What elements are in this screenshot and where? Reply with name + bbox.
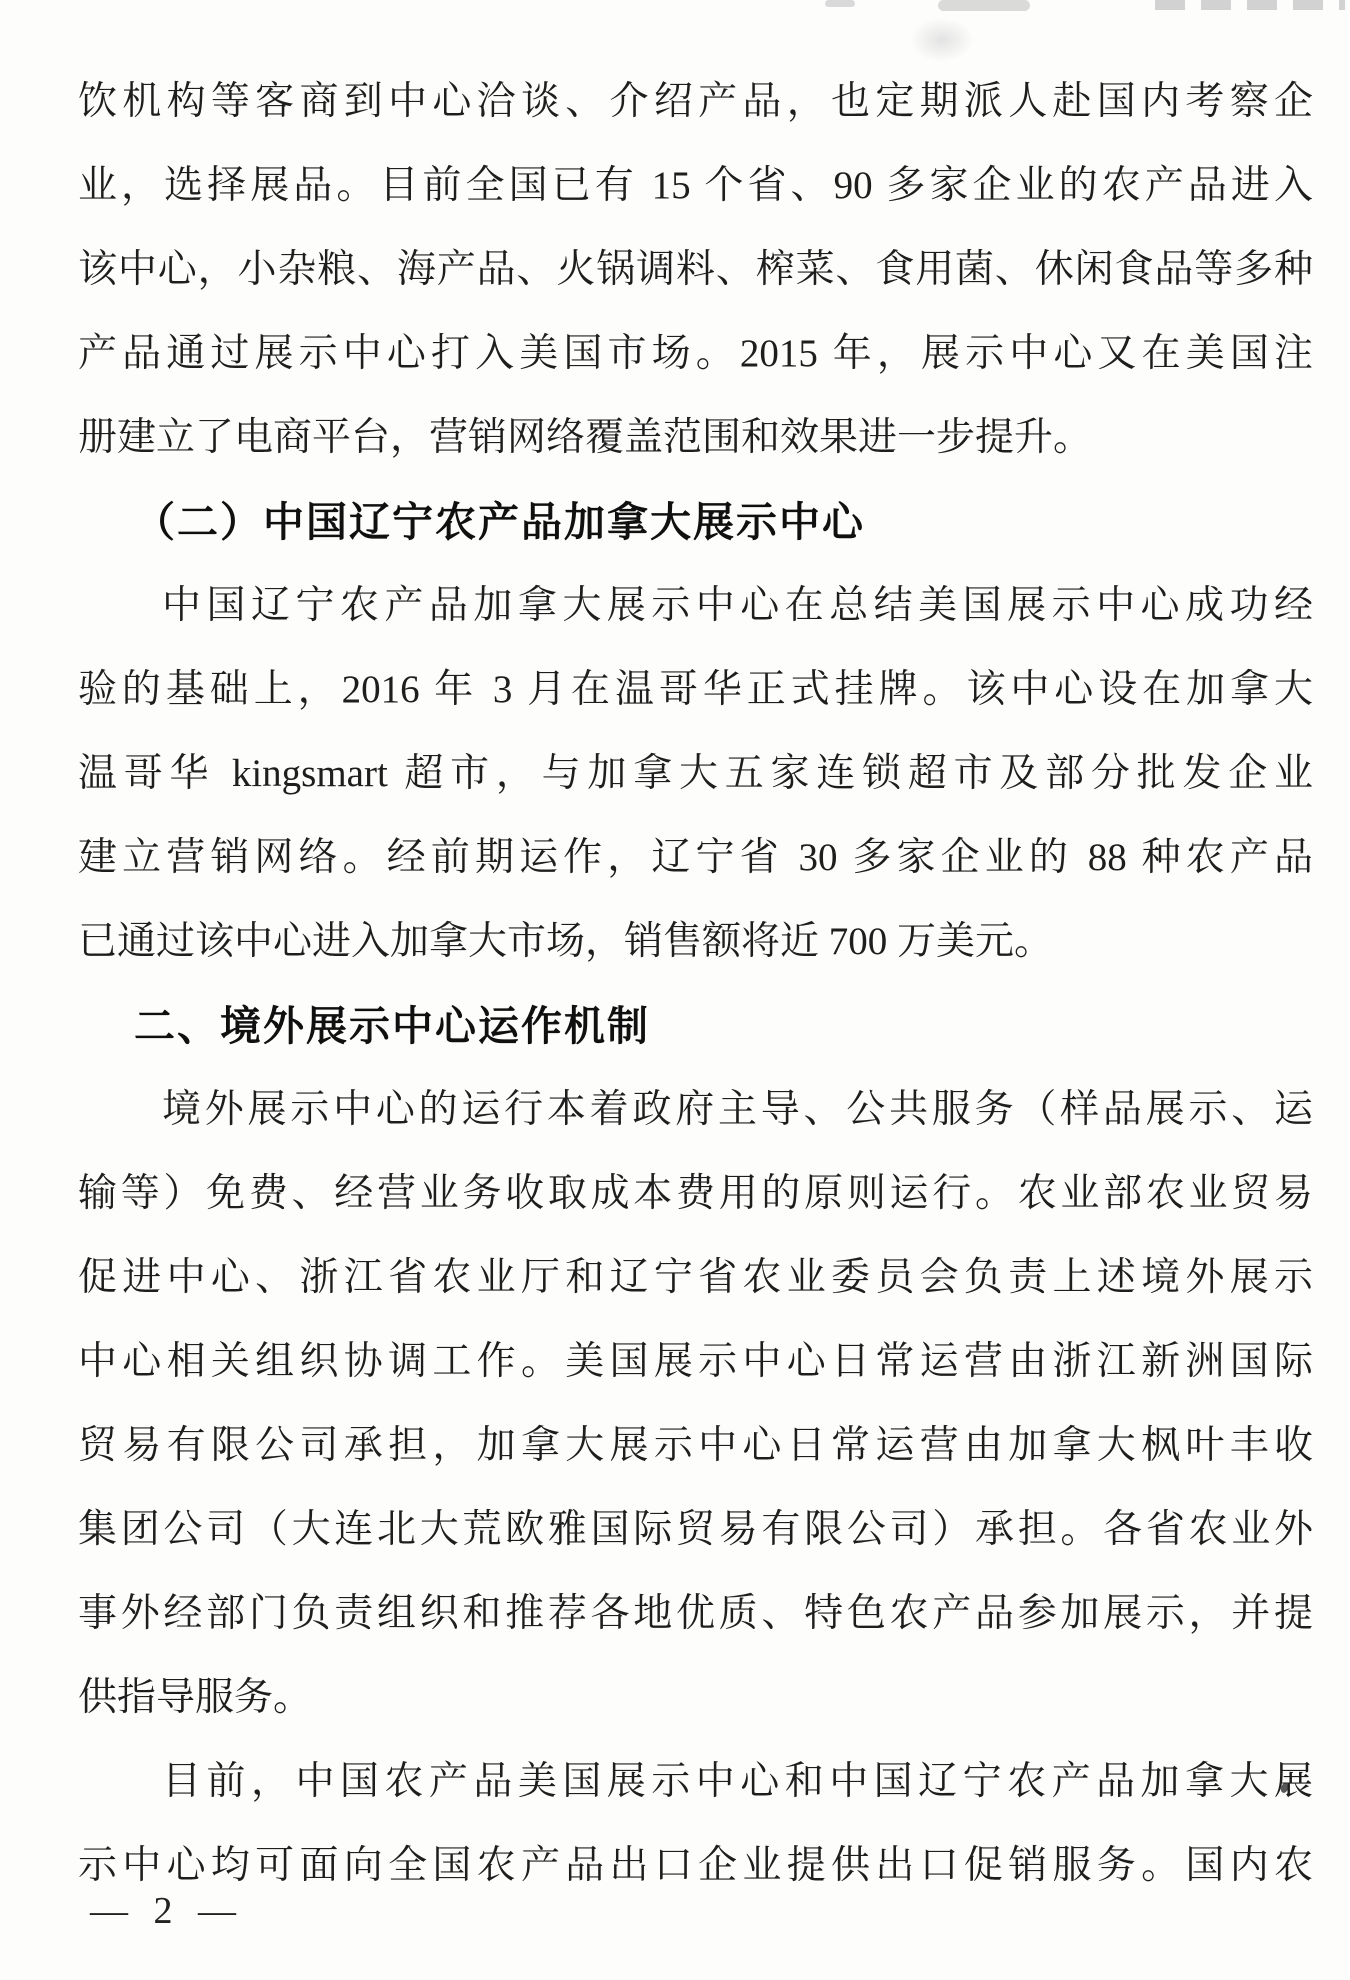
body-line: 集团公司（大连北大荒欧雅国际贸易有限公司）承担。各省农业外 [78,1508,1313,1551]
scan-smudge [910,18,974,62]
body-line: 建立营销网络。经前期运作，辽宁省 30 多家企业的 88 种农产品 [78,836,1313,879]
body-line: 册建立了电商平台，营销网络覆盖范围和效果进一步提升。 [78,416,1093,459]
body-line: 促进中心、浙江省农业厅和辽宁省农业委员会负责上述境外展示 [78,1256,1313,1299]
body-line: 饮机构等客商到中心洽谈、介绍产品，也定期派人赴国内考察企 [78,80,1313,123]
body-line: 温哥华 kingsmart 超市，与加拿大五家连锁超市及部分批发企业 [78,752,1313,795]
scan-artifact [825,0,855,7]
body-line: 业，选择展品。目前全国已有 15 个省、90 多家企业的农产品进入 [78,164,1313,207]
scan-artifact [938,0,1030,11]
body-line: 该中心，小杂粮、海产品、火锅调料、榨菜、食用菌、休闲食品等多种 [78,248,1313,291]
body-line: 境外展示中心的运行本着政府主导、公共服务（样品展示、运 [162,1088,1313,1131]
body-line: 验的基础上，2016 年 3 月在温哥华正式挂牌。该中心设在加拿大 [78,668,1313,711]
body-line: 示中心均可面向全国农产品出口企业提供出口促销服务。国内农 [78,1844,1313,1887]
body-line: 已通过该中心进入加拿大市场，销售额将近 700 万美元。 [78,920,1054,963]
paragraph-us-center-continued [78,60,1313,480]
paragraph-export-promotion [78,1740,1313,1908]
body-line: 中心相关组织协调工作。美国展示中心日常运营由浙江新洲国际 [78,1340,1313,1383]
body-line: 供指导服务。 [78,1676,313,1719]
body-line: 事外经部门负责组织和推荐各地优质、特色农产品参加展示，并提 [78,1592,1313,1635]
section-heading-canada-center: （二）中国辽宁农产品加拿大展示中心 [134,499,865,545]
body-line: 目前，中国农产品美国展示中心和中国辽宁农产品加拿大展 [162,1760,1313,1803]
body-line: 中国辽宁农产品加拿大展示中心在总结美国展示中心成功经 [162,584,1313,627]
page-content [78,60,1313,1908]
scan-artifact [1155,0,1345,10]
section-heading-operation-mechanism: 二、境外展示中心运作机制 [134,1003,650,1049]
body-line: 贸易有限公司承担，加拿大展示中心日常运营由加拿大枫叶丰收 [78,1424,1313,1467]
paragraph-operation-mechanism [78,1068,1313,1740]
body-line: 产品通过展示中心打入美国市场。2015 年，展示中心又在美国注 [78,332,1313,375]
paragraph-canada-center [78,564,1313,984]
body-line: 输等）免费、经营业务收取成本费用的原则运行。农业部农业贸易 [78,1172,1313,1215]
page-number: — 2 — [90,1890,244,1932]
